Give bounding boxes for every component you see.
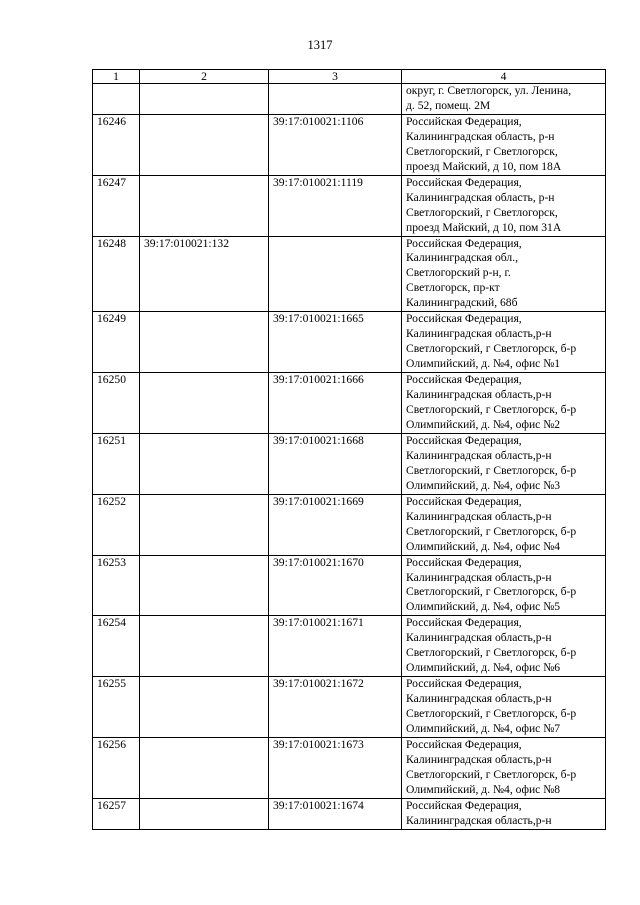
object-cadastral-number-cell: 39:17:010021:1671 (269, 616, 402, 677)
row-number-cell: 16257 (93, 798, 140, 829)
row-number-cell: 16247 (93, 175, 140, 236)
table-row (93, 312, 606, 373)
address-cell: Российская Федерация, Калининградская область,р-н Светлогорский, г Светлогорск, б-р Олимпийский, д. №4, офис №4 (402, 494, 606, 555)
object-cadastral-number-cell (269, 236, 402, 312)
cadastral-number-cell (140, 373, 269, 434)
object-cadastral-number-cell: 39:17:010021:1106 (269, 114, 402, 175)
cadastral-number-cell (140, 433, 269, 494)
cadastral-number-cell (140, 114, 269, 175)
address-cell: Российская Федерация, Калининградская область,р-н Светлогорский, г Светлогорск, б-р Олимпийский, д. №4, офис №2 (402, 373, 606, 434)
header-cell-2: 2 (140, 70, 269, 84)
cadastral-number-cell (140, 555, 269, 616)
row-number-cell: 16255 (93, 677, 140, 738)
table-row (93, 737, 606, 798)
address-cell: Российская Федерация, Калининградская область,р-н Светлогорский, г Светлогорск, б-р Олимпийский, д. №4, офис №7 (402, 677, 606, 738)
address-cell: Российская Федерация, Калининградская область,р-н (402, 798, 606, 829)
header-cell-1: 1 (93, 70, 140, 84)
cadastral-number-cell (140, 616, 269, 677)
object-cadastral-number-cell: 39:17:010021:1119 (269, 175, 402, 236)
address-cell: Российская Федерация, Калининградская область,р-н Светлогорский, г Светлогорск, б-р Олимпийский, д. №4, офис №1 (402, 312, 606, 373)
register-table (92, 69, 606, 830)
table-row (93, 84, 606, 115)
row-number-cell: 16253 (93, 555, 140, 616)
row-number-cell: 16246 (93, 114, 140, 175)
row-number-cell (93, 84, 140, 115)
cadastral-number-cell (140, 737, 269, 798)
table-row (93, 555, 606, 616)
address-cell: Российская Федерация, Калининградская область,р-н Светлогорский, г Светлогорск, б-р Олимпийский, д. №4, офис №5 (402, 555, 606, 616)
object-cadastral-number-cell: 39:17:010021:1674 (269, 798, 402, 829)
header-cell-3: 3 (269, 70, 402, 84)
object-cadastral-number-cell: 39:17:010021:1670 (269, 555, 402, 616)
table-row (93, 616, 606, 677)
row-number-cell: 16251 (93, 433, 140, 494)
row-number-cell: 16256 (93, 737, 140, 798)
table-row (93, 677, 606, 738)
address-cell: округ, г. Светлогорск, ул. Ленина, д. 52, помещ. 2М (402, 84, 606, 115)
object-cadastral-number-cell: 39:17:010021:1673 (269, 737, 402, 798)
table-row (93, 494, 606, 555)
table-row (93, 433, 606, 494)
row-number-cell: 16249 (93, 312, 140, 373)
table-row (93, 175, 606, 236)
object-cadastral-number-cell (269, 84, 402, 115)
header-row (93, 70, 606, 84)
cadastral-number-cell (140, 677, 269, 738)
cadastral-number-cell (140, 312, 269, 373)
register-table-body (93, 70, 606, 830)
table-row (93, 798, 606, 829)
header-cell-4: 4 (402, 70, 606, 84)
cadastral-number-cell: 39:17:010021:132 (140, 236, 269, 312)
page-number: 1317 (307, 38, 333, 52)
object-cadastral-number-cell: 39:17:010021:1666 (269, 373, 402, 434)
address-cell: Российская Федерация, Калининградская область,р-н Светлогорский, г Светлогорск, б-р Олимпийский, д. №4, офис №3 (402, 433, 606, 494)
address-cell: Российская Федерация, Калининградская область, р-н Светлогорский, г Светлогорск, проезд Майский, д 10, пом 31А (402, 175, 606, 236)
table-row (93, 373, 606, 434)
cadastral-number-cell (140, 175, 269, 236)
row-number-cell: 16254 (93, 616, 140, 677)
object-cadastral-number-cell: 39:17:010021:1665 (269, 312, 402, 373)
cadastral-number-cell (140, 494, 269, 555)
table-row (93, 114, 606, 175)
object-cadastral-number-cell: 39:17:010021:1668 (269, 433, 402, 494)
address-cell: Российская Федерация, Калининградская область,р-н Светлогорский, г Светлогорск, б-р Олимпийский, д. №4, офис №8 (402, 737, 606, 798)
object-cadastral-number-cell: 39:17:010021:1672 (269, 677, 402, 738)
address-cell: Российская Федерация, Калининградская область,р-н Светлогорский, г Светлогорск, б-р Олимпийский, д. №4, офис №6 (402, 616, 606, 677)
table-row (93, 236, 606, 312)
address-cell: Российская Федерация, Калининградская область, р-н Светлогорский, г Светлогорск, проезд Майский, д 10, пом 18А (402, 114, 606, 175)
row-number-cell: 16250 (93, 373, 140, 434)
cadastral-number-cell (140, 798, 269, 829)
cadastral-number-cell (140, 84, 269, 115)
address-cell: Российская Федерация, Калининградская обл., Светлогорский р-н, г. Светлогорск, пр-кт Калининградский, 68б (402, 236, 606, 312)
row-number-cell: 16252 (93, 494, 140, 555)
object-cadastral-number-cell: 39:17:010021:1669 (269, 494, 402, 555)
row-number-cell: 16248 (93, 236, 140, 312)
